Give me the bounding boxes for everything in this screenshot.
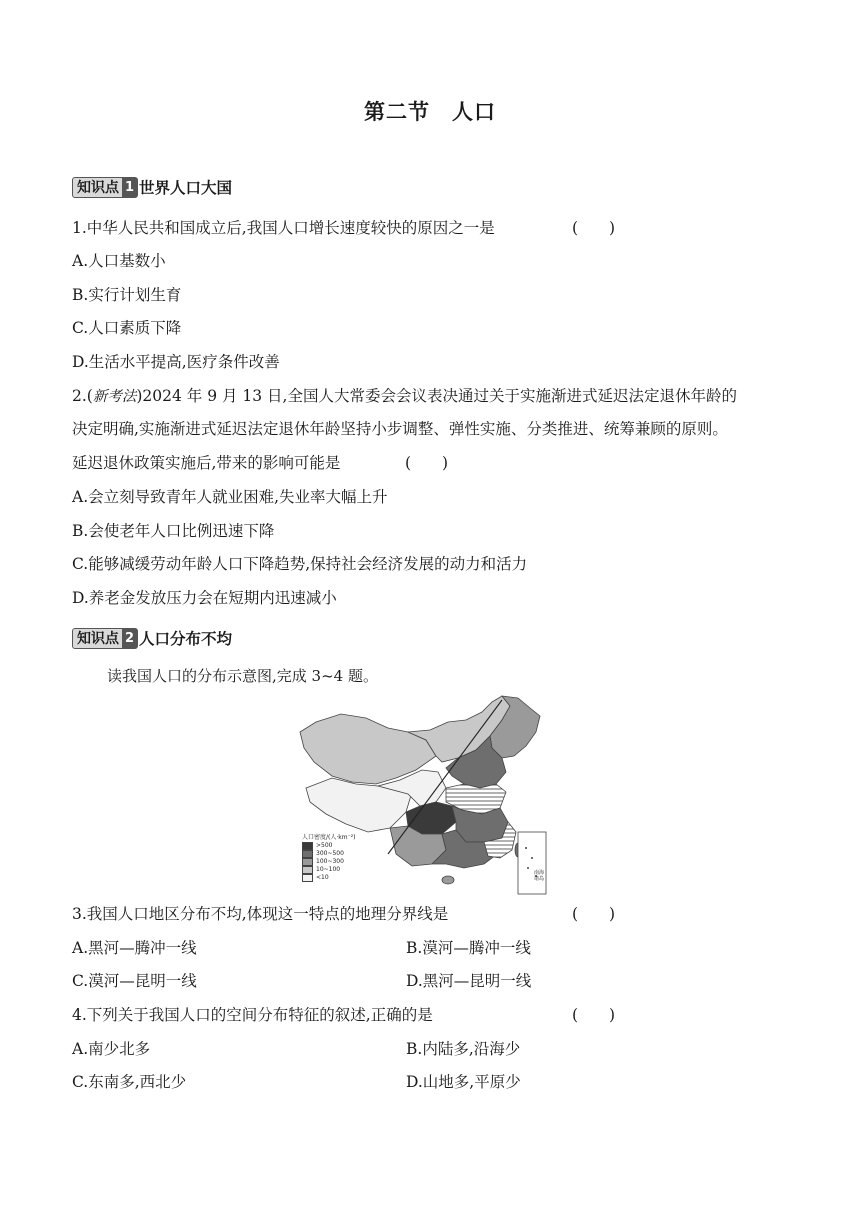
inset-label: 南海诸岛 [534, 870, 545, 882]
q1-option-c[interactable]: C.人口素质下降 [72, 319, 182, 337]
q3-option-a[interactable]: A.黑河—腾冲一线 [72, 939, 197, 957]
map-intro: 读我国人口的分布示意图,完成 3~4 题。 [107, 667, 378, 685]
q4-option-b[interactable]: B.内陆多,沿海少 [406, 1040, 521, 1058]
q3-option-d[interactable]: D.黑河—昆明一线 [406, 972, 532, 990]
question-2-line-1: 2.(新考法)2024 年 9 月 13 日,全国人大常委会会议表决通过关于实施渐进式延迟法定退休年龄的 [72, 387, 737, 405]
q3-option-b[interactable]: B.漠河—腾冲一线 [406, 939, 531, 957]
legend-title: 人口密度/(人·km⁻²) [302, 834, 356, 841]
q1-option-b[interactable]: B.实行计划生育 [72, 286, 182, 304]
q2-option-b[interactable]: B.会使老年人口比例迅速下降 [72, 522, 275, 540]
question-tag: 新考法 [92, 389, 137, 405]
section-title: 世界人口大国 [139, 179, 233, 197]
section-header-1 [72, 176, 232, 198]
knowledge-point-badge: 知识点 2 [72, 628, 138, 649]
legend-item: 100~300 [316, 858, 344, 865]
q2-option-d[interactable]: D.养老金发放压力会在短期内迅速减小 [72, 589, 337, 607]
south-sea-inset [518, 832, 546, 894]
q1-option-a[interactable]: A.人口基数小 [72, 252, 166, 270]
map-legend [302, 834, 380, 882]
legend-swatch [302, 858, 313, 866]
answer-blank-2[interactable]: ( ) [405, 454, 449, 472]
knowledge-point-badge: 知识点 1 [72, 177, 138, 198]
legend-swatch [302, 874, 313, 882]
q3-option-c[interactable]: C.漠河—昆明一线 [72, 972, 197, 990]
question-4-stem: 4.下列关于我国人口的空间分布特征的叙述,正确的是 [72, 1006, 433, 1024]
section-title: 人口分布不均 [139, 630, 233, 648]
q2-option-a[interactable]: A.会立刻导致青年人就业困难,失业率大幅上升 [72, 488, 388, 506]
legend-item: 300~500 [316, 850, 344, 857]
answer-blank-3[interactable]: ( ) [572, 905, 616, 923]
legend-item: >500 [316, 842, 333, 849]
q4-option-a[interactable]: A.南少北多 [72, 1040, 151, 1058]
question-2-line-2: 决定明确,实施渐进式延迟法定退休年龄坚持小步调整、弹性实施、分类推进、统筹兼顾的原则。 [72, 420, 728, 438]
q4-option-c[interactable]: C.东南多,西北少 [72, 1073, 187, 1091]
legend-swatch [302, 850, 313, 858]
answer-blank-4[interactable]: ( ) [572, 1006, 616, 1024]
population-distribution-map [296, 692, 548, 896]
region-hainan [442, 876, 454, 884]
section-header-2 [72, 627, 232, 649]
page-title: 第二节 人口 [364, 100, 496, 124]
legend-swatch [302, 866, 313, 874]
q2-option-c[interactable]: C.能够减缓劳动年龄人口下降趋势,保持社会经济发展的动力和活力 [72, 555, 528, 573]
question-2-line-3: 延迟退休政策实施后,带来的影响可能是 [72, 454, 341, 472]
legend-swatch [302, 842, 313, 850]
question-3-stem: 3.我国人口地区分布不均,体现这一特点的地理分界线是 [72, 905, 449, 923]
legend-item: 10~100 [316, 866, 341, 873]
answer-blank-1[interactable]: ( ) [572, 219, 616, 237]
legend-item: <10 [316, 874, 329, 881]
q4-option-d[interactable]: D.山地多,平原少 [406, 1073, 521, 1091]
question-1-stem: 1.中华人民共和国成立后,我国人口增长速度较快的原因之一是 [72, 219, 495, 237]
q1-option-d[interactable]: D.生活水平提高,医疗条件改善 [72, 353, 280, 371]
